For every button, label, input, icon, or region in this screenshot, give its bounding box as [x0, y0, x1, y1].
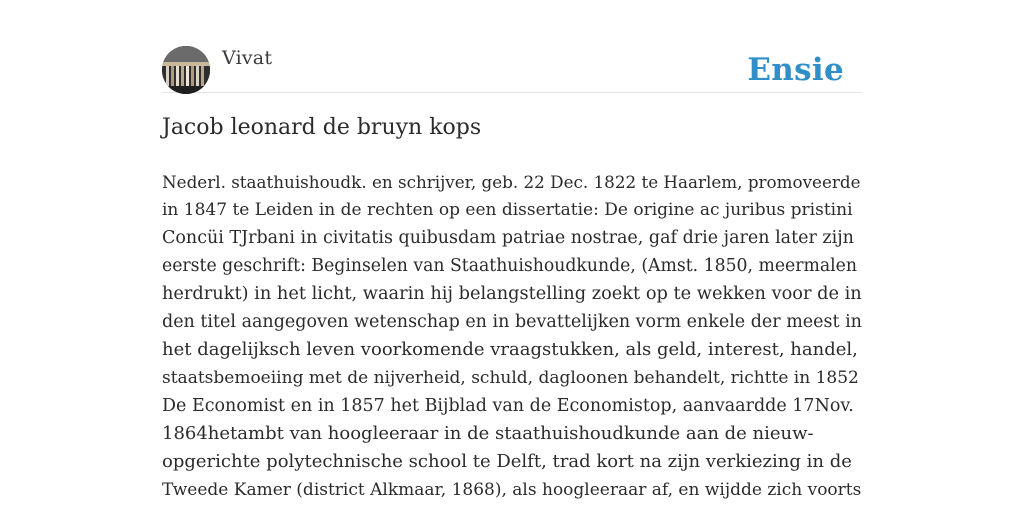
- body-line: opgerichte polytechnische school te Delft, trad kort na zijn verkiezing in de: [162, 451, 852, 472]
- avatar-image: [162, 46, 210, 94]
- body-line: het dagelijksch leven voorkomende vraagstukken, als geld, interest, handel,: [162, 339, 858, 360]
- brand-logo[interactable]: Ensie: [747, 52, 844, 88]
- author-avatar[interactable]: [162, 46, 210, 94]
- body-line: Concüi TJrbani in civitatis quibusdam patriae nostrae, gaf drie jaren later zijn: [162, 228, 854, 248]
- body-line: herdrukt) in het licht, waarin hij belangstelling zoekt op te wekken voor de in: [162, 284, 862, 304]
- author-name[interactable]: Vivat: [222, 47, 273, 69]
- body-line: De Economist en in 1857 het Bijblad van de Economistop, aanvaardde 17Nov.: [162, 396, 854, 416]
- body-line: eerste geschrift: Beginselen van Staathuishoudkunde, (Amst. 1850, meermalen: [162, 256, 857, 276]
- body-line: staatsbemoeiing met de nijverheid, schuld, dagloonen behandelt, richtte in 1852: [162, 368, 859, 388]
- body-line: Tweede Kamer (district Alkmaar, 1868), als hoogleeraar af, en wijdde zich voorts: [162, 480, 862, 500]
- body-line: Nederl. staathuishoudk. en schrijver, geb. 22 Dec. 1822 te Haarlem, promoveerde: [162, 172, 861, 192]
- site-header: [162, 46, 862, 93]
- body-line: in 1847 te Leiden in de rechten op een dissertatie: De origine ac juribus pristini: [162, 200, 853, 220]
- body-line: 1864hetambt van hoogleeraar in de staathuishoudkunde aan de nieuw-: [162, 423, 814, 444]
- article-body: [162, 168, 862, 504]
- article-title: Jacob leonard de bruyn kops: [162, 115, 482, 140]
- body-line: den titel aangegoven wetenschap en in bevattelijken vorm enkele der meest in: [162, 312, 862, 332]
